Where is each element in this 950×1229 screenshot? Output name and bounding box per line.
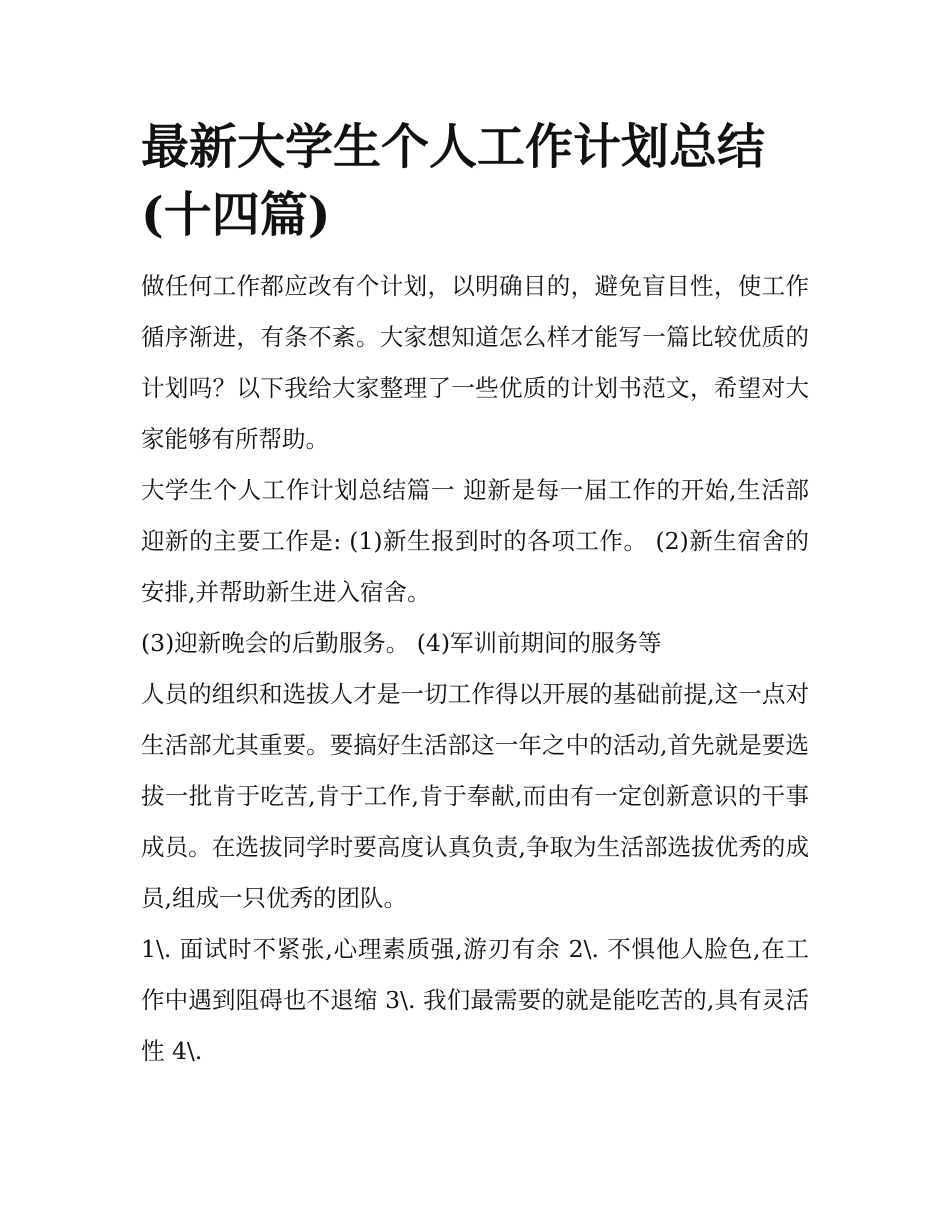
- body-paragraph: (3)迎新晚会的后勤服务。 (4)军训前期间的服务等: [141, 629, 662, 657]
- body-paragraph: 大学生个人工作计划总结篇一 迎新是每一届工作的开始,生活部迎新的主要工作是: (1)新生报到时的各项工作。 (2)新生宿舍的安排,并帮助新生进入宿舍。: [141, 476, 809, 606]
- intro-paragraph: 做任何工作都应改有个计划，以明确目的，避免盲目性，使工作循序渐进，有条不紊。大家想知道怎么样才能写一篇比较优质的计划吗？以下我给大家整理了一些优质的计划书范文，希望对大家能够有所帮助。: [141, 272, 809, 453]
- body-paragraph: 人员的组织和选拔人才是一切工作得以开展的基础前提,这一点对生活部尤其重要。要搞好生活部这一年之中的活动,首先就是要选拔一批肯于吃苦,肯于工作,肯于奉献,而由有一定创新意识的干事成员。在选拔同学时要高度认真负责,争取为生活部选拔优秀的成员,组成一只优秀的团队。: [141, 680, 809, 912]
- body-paragraph: 1\. 面试时不紧张,心理素质强,游刃有余 2\. 不惧他人脸色,在工作中遇到阻碍也不退缩 3\. 我们最需要的就是能吃苦的,具有灵活性 4\.: [141, 935, 809, 1065]
- document-title: 最新大学生个人工作计划总结(十四篇): [141, 119, 766, 243]
- document-page: [141, 0, 809, 1077]
